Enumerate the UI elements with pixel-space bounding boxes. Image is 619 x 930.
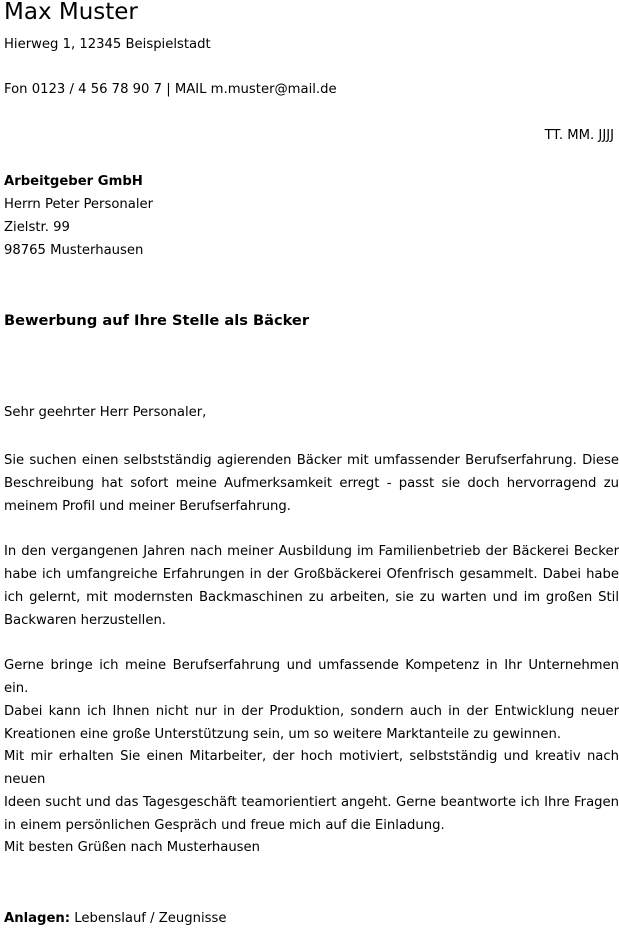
attachments-value: Lebenslauf / Zeugnisse [70, 911, 227, 926]
paragraph-line: Backwaren herzustellen. [4, 613, 166, 628]
sender-address: Hierweg 1, 12345 Beispielstadt [4, 37, 211, 52]
body-paragraph-1 [4, 449, 619, 518]
body-paragraph-3 [4, 654, 619, 746]
attachments [4, 907, 227, 930]
paragraph-line: Beschreibung hat sofort meine Aufmerksamkeit erregt - passt sie doch hervorragend zu [4, 476, 619, 491]
paragraph-line: Gerne bringe ich meine Berufserfahrung und umfassende Kompetenz in Ihr Unternehmen ein. [4, 658, 619, 696]
paragraph-line: Mit mir erhalten Sie einen Mitarbeiter, der hoch motiviert, selbstständig und kreativ nach neuen [4, 749, 619, 787]
paragraph-line: meinem Profil und meiner Berufserfahrung. [4, 499, 291, 514]
paragraph-line: in einem persönlichen Gespräch und freue mich auf die Einladung. [4, 818, 445, 833]
recipient-company: Arbeitgeber GmbH [4, 174, 143, 189]
paragraph-line: Sie suchen einen selbstständig agierenden Bäcker mit umfassender Berufserfahrung. Diese [4, 453, 619, 468]
sender-contact: Fon 0123 / 4 56 78 90 7 | MAIL m.muster@mail.de [4, 82, 337, 97]
attachments-label: Anlagen: [4, 911, 71, 926]
recipient-person: Herrn Peter Personaler [4, 197, 154, 212]
letter-subject: Bewerbung auf Ihre Stelle als Bäcker [4, 312, 310, 329]
paragraph-line: Ideen sucht und das Tagesgeschäft teamorientiert angeht. Gerne beantworte ich Ihre Fragen [4, 795, 619, 810]
paragraph-line: habe ich umfangreiche Erfahrungen in der Großbäckerei Ofenfrisch gesammelt. Dabei habe [4, 567, 619, 582]
recipient-city: 98765 Musterhausen [4, 243, 144, 258]
paragraph-line: In den vergangenen Jahren nach meiner Ausbildung im Familienbetrieb der Bäckerei Becker [4, 544, 619, 559]
paragraph-line: ich gelernt, mit modernsten Backmaschinen zu arbeiten, sie zu warten und im großen Stil [4, 590, 619, 605]
body-paragraph-2 [4, 540, 619, 632]
closing: Mit besten Grüßen nach Musterhausen [4, 840, 261, 855]
recipient-street: Zielstr. 99 [4, 220, 70, 235]
paragraph-line: Kreationen eine große Unterstützung sein, um so weitere Marktanteile zu gewinnen. [4, 727, 562, 742]
letter-date: TT. MM. JJJJ [544, 128, 614, 143]
body-paragraph-4 [4, 745, 619, 837]
salutation: Sehr geehrter Herr Personaler, [4, 405, 207, 420]
paragraph-line: Dabei kann ich Ihnen nicht nur in der Produktion, sondern auch in der Entwicklung neuer [4, 704, 619, 719]
sender-name: Max Muster [4, 0, 138, 25]
